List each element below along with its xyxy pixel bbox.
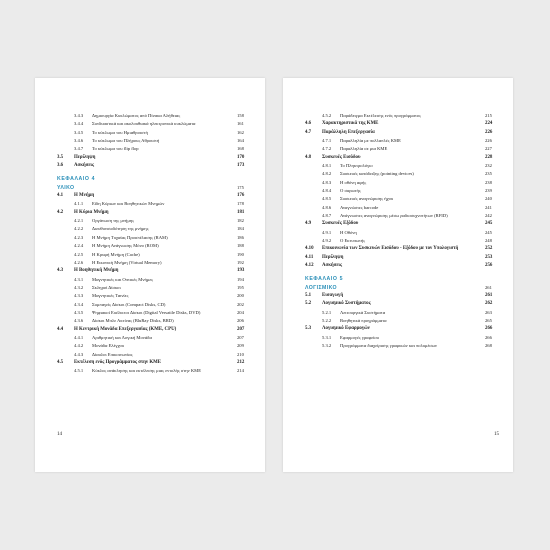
toc-subsection [57,112,251,120]
toc-page-number: 245 [485,221,493,227]
toc-number: 3.4.7 [74,146,84,152]
toc-number: 3.6 [57,163,64,169]
toc-page-number: 164 [237,138,244,144]
toc-title: Η Οθόνη [340,229,357,235]
toc-page-number: 195 [237,284,244,290]
toc-number: 4.2.4 [74,243,84,249]
toc-title: Σκληροί Δίσκοι [92,284,121,290]
toc-title: Συνδυαστικά και ακολουθιακά ηλεκτρονικά κυκλώματα [92,121,196,127]
toc-number: 4.1.1 [74,201,84,207]
toc-subsection [57,251,251,259]
toc-number: 5.2.1 [322,309,332,315]
toc-number: 4.5.1 [74,368,84,374]
toc-page-number: 227 [485,146,492,152]
toc-section [305,292,499,300]
toc-page-number: 263 [485,309,492,315]
toc-page-number: 266 [485,326,493,332]
toc-page-number: 261 [485,284,492,290]
toc-subsection [57,137,251,145]
toc-page-number: 209 [237,343,244,349]
toc-page-number: 181 [237,209,245,215]
toc-title: Δίσκοι Μπλε Ακτίνας (BluRay Disks, BRD) [92,318,174,324]
page-number-right: 15 [494,432,499,437]
toc-title: Λογισμικό Εφαρμογών [322,326,370,332]
toc-number: 4.5.2 [322,113,332,118]
toc-number: 5.2.2 [322,317,332,323]
toc-page-number: 173 [237,163,245,169]
toc-title: Παράλληλη Επεξεργασία [322,129,375,135]
toc-page-number: 262 [485,301,493,307]
toc-title: Το Πληκτρολόγιο [340,163,373,169]
toc-subsection [57,225,251,233]
toc-page-number: 224 [485,121,493,127]
toc-number: 3.4.6 [74,138,84,144]
toc-subsection [57,259,251,267]
toc-page-number: 168 [237,146,244,152]
toc-title: Ασκήσεις [74,163,95,169]
toc-title: Χαρακτηριστικά της ΚΜΕ [322,121,379,127]
toc-title: Παράδειγμα Εκτέλεσης ενός προγράμματος [340,113,421,118]
toc-title: Το κύκλωμα του Πλήρους Αθροιστή [92,138,160,144]
toc-subsection [305,112,499,120]
toc-number: 5.3 [305,326,312,332]
toc-page-number: 188 [237,243,244,249]
toc-number: 5.1 [305,292,312,298]
toc-subsection [305,204,499,212]
toc-title: Ψηφιακοί Ευέλικτοι Δίσκοι (Digital Versatile Disks, DVD) [92,309,201,315]
toc-number: 4.3.2 [74,284,84,290]
toc-section [305,129,499,137]
toc-subsection [305,179,499,187]
toc-page-number: 204 [237,309,244,315]
toc-page-number: 176 [237,193,245,199]
toc-number: 3.4.4 [74,121,84,127]
toc-number: 4.3 [57,268,64,274]
toc-section [305,245,499,253]
toc-page-number: 256 [485,262,493,268]
toc-page-number: 178 [237,201,244,207]
toc-title: Συσκευές κατάδειξης (pointing devices) [340,171,414,177]
toc-number: 4.8.6 [322,204,332,210]
toc-section [305,120,499,128]
toc-number: 4.3.3 [74,293,84,299]
toc-title: Η Εικονική Μνήμη (Virtual Memory) [92,259,162,265]
toc-title: Το κύκλωμα του flip flop [92,146,139,152]
toc-subsection [305,162,499,170]
toc-subsection [305,342,499,350]
toc-subsection [305,145,499,153]
toc-number: 4.2.2 [74,226,84,232]
toc-page-number: 207 [237,334,244,340]
toc-page-number: 193 [237,268,245,274]
toc-page-number: 175 [237,184,244,190]
toc-number: 4.2.1 [74,218,84,224]
toc-section [57,267,251,275]
toc-entries-left [57,112,251,376]
toc-subsection [57,284,251,292]
toc-subsection [305,229,499,237]
toc-title: Παραλληλία σε μια ΚΜΕ [340,146,388,152]
toc-number: 4.2.6 [74,259,84,265]
toc-number: 5.3.1 [322,334,332,340]
toc-page-number: 161 [237,121,244,127]
toc-title: Ασκήσεις [322,262,343,268]
toc-number: 4.8.1 [322,163,332,169]
toc-number: 4.4.1 [74,334,84,340]
toc-subsection [57,334,251,342]
toc-section [57,154,251,162]
toc-page-number: 226 [485,129,493,135]
toc-title: Μαγνητικές Ταινίες [92,293,129,299]
toc-title: Η Κρυφή Μνήμη (Cache) [92,251,140,257]
toc-title: Συσκευές αναγνώρισης ήχου [340,196,394,202]
toc-title: Δίαυλοι Επικοινωνίας [92,351,133,357]
toc-title: Βοηθητικά προγράμματα [340,317,387,323]
toc-page-number: 210 [237,351,244,357]
chapter-title-row [305,284,499,292]
toc-page-number: 212 [237,359,245,365]
toc-subsection [57,145,251,153]
toc-title: Ο σαρωτής [340,188,361,194]
toc-title: Η Μνήμη [74,193,95,199]
toc-subsection [305,187,499,195]
toc-title: Παραλληλία με πολλαπλές ΚΜΕ [340,138,401,144]
toc-title: Η Μνήμη Τυχαίας Προσπέλασης (RAM) [92,234,168,240]
toc-number: 4.8.2 [322,171,332,177]
toc-page-number: 239 [485,188,492,194]
toc-number: 4.2.3 [74,234,84,240]
toc-number: 4.3.6 [74,318,84,324]
toc-page-number: 192 [237,259,244,265]
toc-title: Εκτέλεση ενός Προγράμματος στην ΚΜΕ [74,359,162,365]
toc-page-number: 186 [237,234,244,240]
toc-page-number: 194 [237,276,244,282]
toc-page-number: 202 [237,301,244,307]
toc-number: 5.3.2 [322,343,332,348]
toc-section [305,325,499,333]
toc-number: 4.10 [305,246,314,252]
toc-section [57,192,251,200]
toc-page-number: 245 [485,229,492,235]
toc-number: 4.7.1 [322,138,332,144]
toc-page-number: 215 [485,113,492,118]
toc-subsection [305,309,499,317]
toc-page-number: 238 [485,179,492,185]
chapter-label: ΚΕΦΑΛΑΙΟ 4 [57,176,96,183]
toc-section [305,254,499,262]
toc-title: Είδη Κύριων και Βοηθητικών Μνημών [92,201,165,207]
toc-entries-right [305,112,499,350]
toc-section [305,300,499,308]
toc-title: Κύκλος ανάκλησης και εκτέλεσης μιας εντολής στην ΚΜΕ [92,368,202,374]
toc-page-number: 182 [237,218,244,224]
chapter-label: ΚΕΦΑΛΑΙΟ 5 [305,276,344,283]
toc-number: 4.8 [305,154,312,160]
toc-number: 4.4.2 [74,343,84,349]
toc-number: 4.7.2 [322,146,332,152]
toc-page-number: 268 [485,343,492,348]
toc-page-number: 242 [485,213,492,219]
toc-subsection [57,234,251,242]
toc-title: Διευθυνσιοδότηση της μνήμης [92,226,149,232]
toc-title: Η Μνήμη Ανάγνωσης Μόνο (ROM) [92,243,159,249]
toc-page-number: 235 [485,171,492,177]
toc-page-number: 265 [485,317,492,323]
toc-page-number: 248 [485,238,492,244]
toc-subsection [305,334,499,342]
toc-title: Αναγνώστες barcode [340,204,379,210]
toc-number: 3.4.3 [74,113,84,118]
chapter-title: ΛΟΓΙΣΜΙΚΟ [305,284,337,291]
toc-number: 4.8.7 [322,213,332,219]
toc-page-number: 170 [237,154,245,160]
toc-page-number: 207 [237,326,245,332]
right-page [283,78,513,472]
page-number-left: 14 [57,432,62,437]
toc-number: 4.11 [305,254,314,260]
toc-section [57,162,251,170]
toc-section [305,262,499,270]
toc-number: 4.6 [305,121,312,127]
toc-subsection [57,120,251,128]
toc-title: Συμπαγείς Δίσκοι (Compact Disks, CD) [92,301,166,307]
toc-subsection [57,317,251,325]
toc-section [57,359,251,367]
toc-title: Μαγνητικές και Οπτικές Μνήμες [92,276,154,282]
toc-title: Ανάγνωστες αναγνώρισης μέσω ραδιοσυχνοτήτων (RFID) [340,213,448,219]
toc-number: 4.9.2 [322,238,332,244]
toc-number: 4.3.1 [74,276,84,282]
toc-title: Αριθμητική και Λογική Μονάδα [92,334,152,340]
toc-title: Λειτουργικά Συστήματα [340,309,386,315]
toc-number: 3.5 [57,154,64,160]
toc-title: Η οθόνη αφής [340,179,367,185]
toc-section [305,220,499,228]
toc-title: Μονάδα Ελέγχου [92,343,125,349]
toc-subsection [57,351,251,359]
toc-page-number: 190 [237,251,244,257]
toc-page-number: 200 [237,293,244,299]
toc-number: 4.7 [305,129,312,135]
toc-title: Οργάνωση της μνήμης [92,218,135,224]
toc-subsection [305,237,499,245]
toc-number: 4.9 [305,221,312,227]
toc-title: Προγράμματα διαχείρισης γραφικών και πολυμέσων [340,343,437,348]
toc-number: 4.5 [57,359,64,365]
toc-section [57,326,251,334]
toc-page-number: 228 [485,154,493,160]
toc-subsection [305,170,499,178]
toc-subsection [305,212,499,220]
toc-number: 4.4 [57,326,64,332]
toc-subsection [57,242,251,250]
toc-page-number: 261 [485,292,493,298]
toc-subsection [57,217,251,225]
toc-page-number: 240 [485,196,492,202]
toc-page-number: 253 [485,254,493,260]
toc-subsection [57,276,251,284]
toc-title: Το κύκλωμα του Ημιαθροιστή [92,129,148,135]
toc-page-number: 214 [237,368,244,374]
toc-subsection [305,317,499,325]
toc-number: 5.2 [305,301,312,307]
toc-subsection [57,200,251,208]
toc-number: 4.2 [57,209,64,215]
toc-page-number: 241 [485,204,492,210]
toc-subsection [57,367,251,375]
toc-subsection [57,342,251,350]
chapter-title-row [57,184,251,192]
toc-page-number: 232 [485,163,492,169]
toc-number: 4.8.3 [322,179,332,185]
toc-number: 3.4.5 [74,129,84,135]
toc-title: Εισαγωγή [322,292,344,298]
toc-number: 4.4.3 [74,351,84,357]
toc-number: 4.1 [57,193,64,199]
toc-title: Η Κεντρική Μονάδα Επεξεργασίας (ΚΜΕ, CPU) [74,326,177,332]
toc-title: Περίληψη [322,254,344,260]
toc-title: Επικοινωνία των Συσκευών Εισόδου - Εξόδου με τον Υπολογιστή [322,246,459,252]
toc-title: Περίληψη [74,154,96,160]
toc-number: 4.9.1 [322,229,332,235]
toc-number: 4.3.5 [74,309,84,315]
toc-title: Δημιουργία Κυκλώματος από Πίνακα Αλήθειας [92,113,181,118]
toc-page-number: 266 [485,334,492,340]
chapter-title: ΥΛΙΚΟ [57,184,75,191]
toc-title: Συσκευές Εισόδου [322,154,361,160]
toc-number: 4.3.4 [74,301,84,307]
toc-subsection [57,309,251,317]
toc-subsection [305,137,499,145]
toc-title: Εφαρμογές γραφείου [340,334,379,340]
toc-page-number: 206 [237,318,244,324]
toc-subsection [57,129,251,137]
toc-page-number: 184 [237,226,244,232]
toc-page-number: 252 [485,246,493,252]
toc-title: Λογισμικό Συστήματος [322,301,371,307]
left-page [35,78,265,472]
toc-title: Συσκευές Εξόδου [322,221,359,227]
toc-title: Ο Εκτυπωτής [340,238,366,244]
toc-section [305,154,499,162]
toc-subsection [57,292,251,300]
toc-number: 4.2.5 [74,251,84,257]
toc-subsection [305,195,499,203]
toc-page-number: 226 [485,138,492,144]
toc-title: Η Βοηθητική Μνήμη [74,268,119,274]
toc-page-number: 158 [237,113,244,118]
toc-number: 4.8.4 [322,188,332,194]
toc-number: 4.12 [305,262,314,268]
toc-section [57,209,251,217]
toc-subsection [57,301,251,309]
toc-page-number: 162 [237,129,244,135]
toc-title: Η Κύρια Μνήμη [74,209,109,215]
toc-number: 4.8.5 [322,196,332,202]
